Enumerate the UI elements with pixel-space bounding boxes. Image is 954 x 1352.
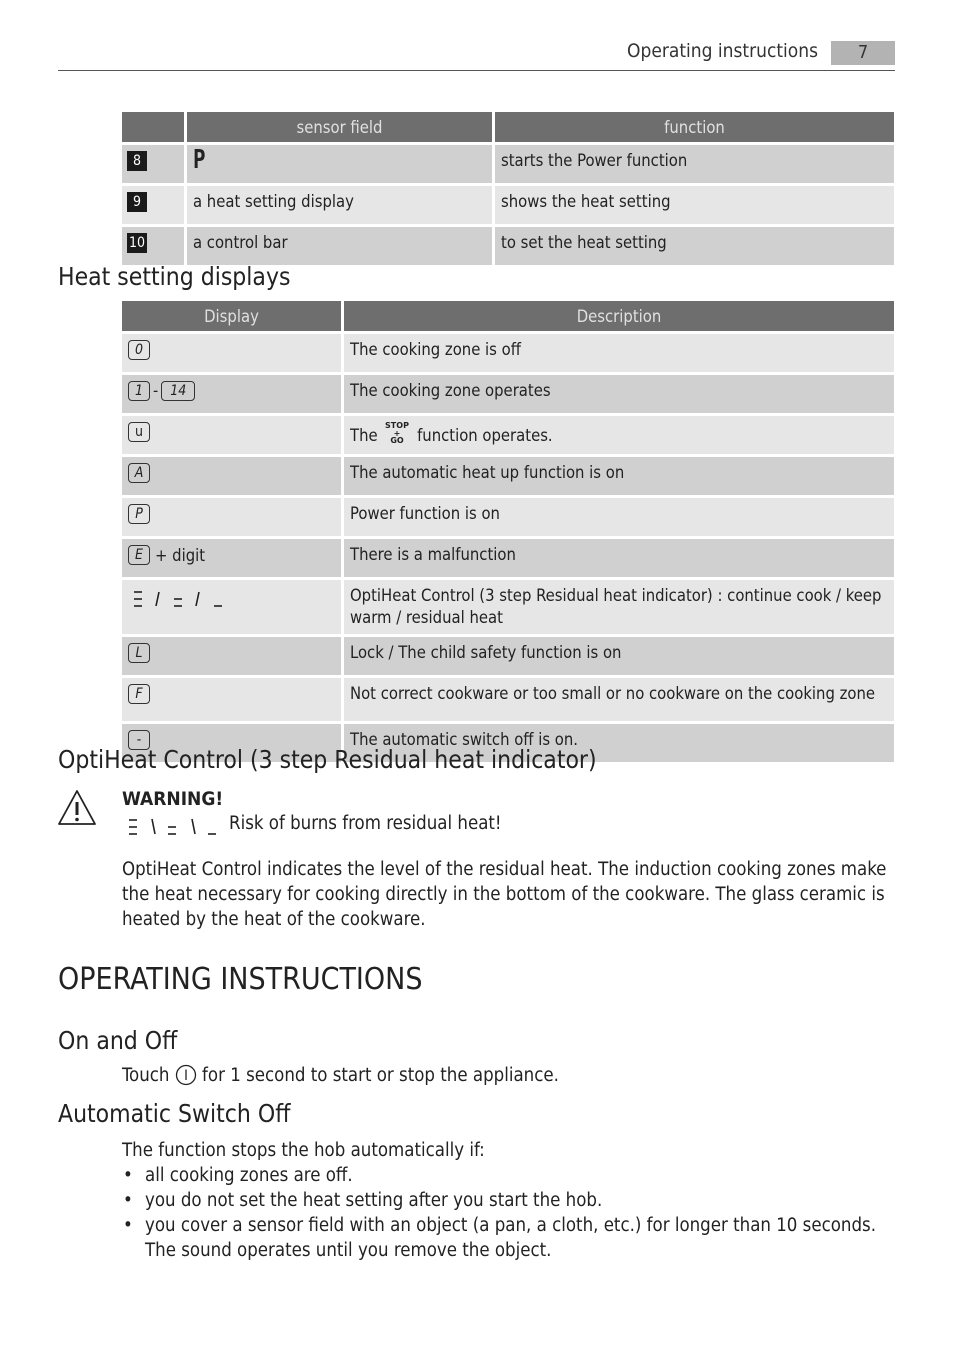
automatic-switch-off-list xyxy=(122,1163,897,1263)
list-item: • all cooking zones are off. xyxy=(122,1163,897,1188)
header-rule xyxy=(58,70,895,71)
table-header-row xyxy=(122,112,894,142)
warning-text: Risk of burns from residual heat! xyxy=(229,813,502,834)
warning-triangle-icon xyxy=(56,788,98,828)
table-row xyxy=(122,334,894,372)
description-cell: Lock / The child safety function is on xyxy=(344,637,894,675)
stop-go-icon xyxy=(383,421,411,445)
description-cell: Power function is on xyxy=(344,498,894,536)
function-cell: starts the Power function xyxy=(495,145,894,183)
list-item: • you do not set the heat setting after you start the hob. xyxy=(122,1188,897,1213)
display-symbol: L xyxy=(128,643,150,663)
table-header-display: Display xyxy=(122,301,341,331)
table-row xyxy=(122,145,894,183)
running-header: Operating instructions xyxy=(627,40,818,62)
description-cell: OptiHeat Control (3 step Residual heat indicator) : continue cook / keep warm / residual heat xyxy=(344,580,894,634)
display-symbol: E xyxy=(128,545,150,565)
sensor-field-table xyxy=(119,109,897,268)
sensor-field-cell: a heat setting display xyxy=(187,186,492,224)
residual-heat-indicator-icon xyxy=(128,584,228,614)
section-title-heat-setting-displays: Heat setting displays xyxy=(58,262,291,291)
table-row xyxy=(122,457,894,495)
table-header-description: Description xyxy=(344,301,894,331)
heat-setting-table xyxy=(119,298,897,765)
section-title-automatic-switch-off: Automatic Switch Off xyxy=(58,1099,291,1128)
sensor-field-cell: a control bar xyxy=(187,227,492,265)
table-row xyxy=(122,416,894,454)
display-symbol: A xyxy=(128,463,150,483)
table-row xyxy=(122,375,894,413)
digit-suffix: + digit xyxy=(155,546,206,565)
display-symbol: 1 xyxy=(128,381,150,401)
item-number: 10 xyxy=(129,235,146,251)
table-row xyxy=(122,539,894,577)
svg-text:+: + xyxy=(393,429,401,438)
on-off-instruction: Touch for 1 second to start or stop the appliance. xyxy=(122,1065,559,1086)
residual-heat-indicator-icon xyxy=(124,816,224,840)
description-cell: The cooking zone operates xyxy=(344,375,894,413)
automatic-switch-off-intro: The function stops the hob automatically if: xyxy=(122,1140,485,1161)
display-symbol: 0 xyxy=(128,340,150,360)
description-cell: Not correct cookware or too small or no cookware on the cooking zone xyxy=(344,678,894,721)
section-title-optiheat: OptiHeat Control (3 step Residual heat indicator) xyxy=(58,745,597,774)
table-row xyxy=(122,186,894,224)
table-row xyxy=(122,227,894,265)
display-symbol: F xyxy=(128,684,150,704)
display-symbol: 14 xyxy=(161,381,195,401)
description-cell: The cooking zone is off xyxy=(344,334,894,372)
display-symbol: P xyxy=(128,504,150,524)
table-row xyxy=(122,678,894,721)
svg-text:STOP: STOP xyxy=(385,421,410,430)
optiheat-description: OptiHeat Control indicates the level of the residual heat. The induction cooking zones make the heat necessary for cooking directly in the bottom of the cookware. The glass ceramic is heated by the heat of the cookware. xyxy=(122,859,887,930)
table-header-sensor-field: sensor field xyxy=(187,112,492,142)
list-item: • you cover a sensor field with an object (a pan, a cloth, etc.) for longer than 10 seconds. The sound operates until you remove the object. xyxy=(122,1213,897,1263)
power-p-icon: P xyxy=(193,145,206,175)
function-cell: to set the heat setting xyxy=(495,227,894,265)
svg-text:GO: GO xyxy=(390,436,405,445)
table-row xyxy=(122,580,894,634)
section-title-on-off: On and Off xyxy=(58,1026,178,1055)
page-number: 7 xyxy=(831,41,895,65)
item-number: 9 xyxy=(127,192,147,212)
table-header-function: function xyxy=(495,112,894,142)
power-button-icon xyxy=(175,1064,197,1086)
display-symbol: u xyxy=(128,422,150,442)
chapter-title: OPERATING INSTRUCTIONS xyxy=(58,962,423,997)
display-symbol: - xyxy=(128,730,150,750)
description-cell: The STOP + GO function operates. xyxy=(344,416,894,454)
table-header-blank xyxy=(122,112,184,142)
range-separator: - xyxy=(153,381,159,400)
function-cell: shows the heat setting xyxy=(495,186,894,224)
item-number: 8 xyxy=(127,151,147,171)
description-cell: There is a malfunction xyxy=(344,539,894,577)
table-row xyxy=(122,498,894,536)
warning-label: WARNING! xyxy=(122,788,224,810)
table-header-row xyxy=(122,301,894,331)
description-cell: The automatic heat up function is on xyxy=(344,457,894,495)
description-cell: The automatic switch off is on. xyxy=(344,724,894,762)
table-row xyxy=(122,637,894,675)
